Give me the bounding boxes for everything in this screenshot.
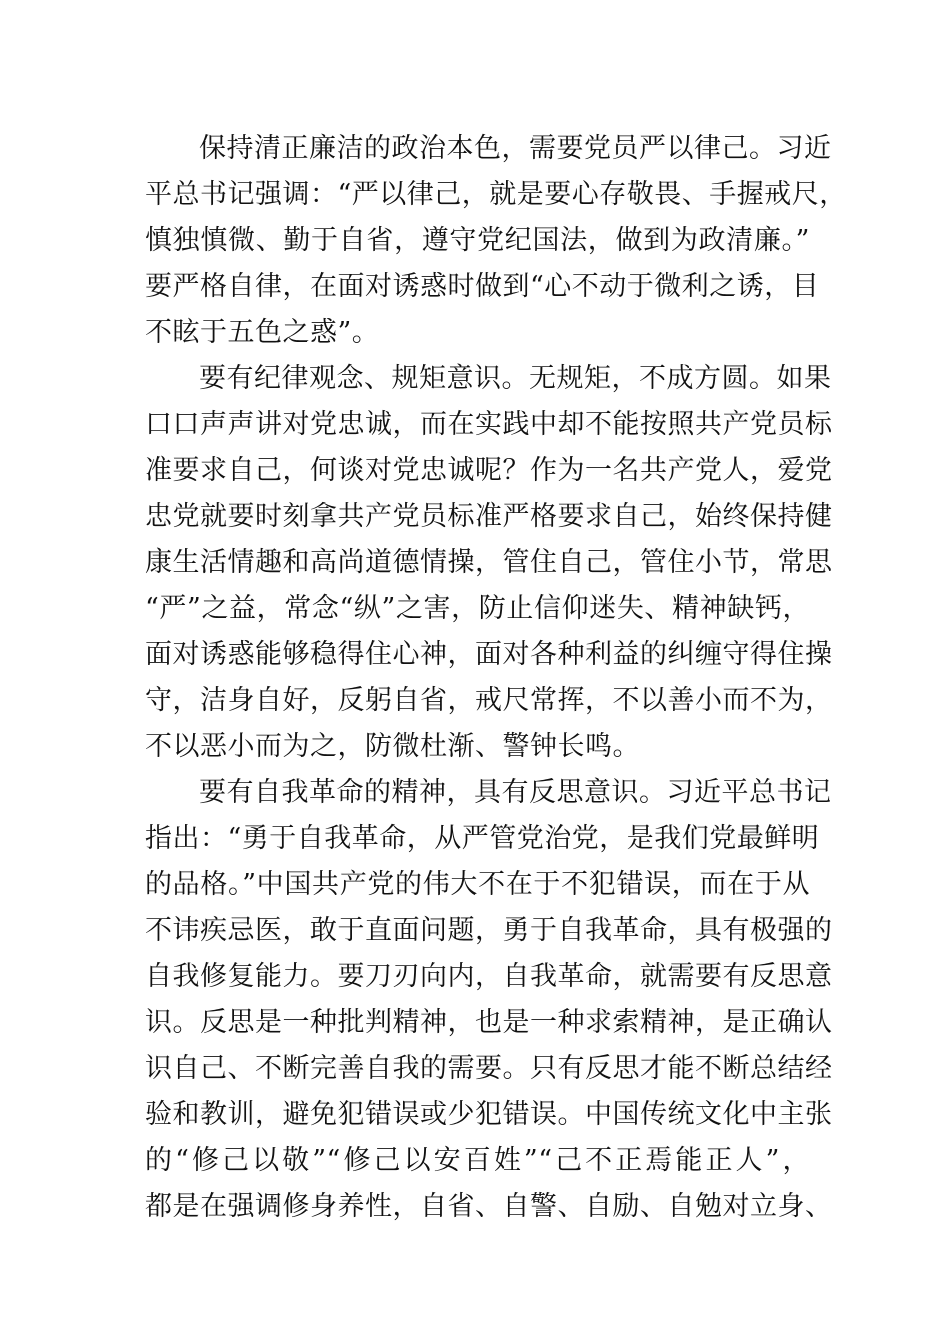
paragraph-line: 不眩于五色之惑”。 [145, 317, 380, 348]
paragraph-line: 指出：“勇于自我革命，从严管党治党，是我们党最鲜明 [145, 823, 820, 854]
paragraph-line: 不以恶小而为之，防微杜渐、警钟长鸣。 [145, 731, 640, 762]
paragraph-line: 保持清正廉洁的政治本色，需要党员严以律己。习近 [199, 133, 832, 164]
paragraph-line: 都是在强调修身养性，自省、自警、自励、自勉对立身、 [145, 1191, 833, 1222]
paragraph-line: 面对诱惑能够稳得住心神，面对各种利益的纠缠守得住操 [145, 639, 833, 670]
paragraph-line: 康生活情趣和高尚道德情操，管住自己，管住小节，常思 [145, 547, 833, 578]
paragraph-1 [145, 126, 847, 356]
paragraph-line: 准要求自己，何谈对党忠诚呢？作为一名共产党人，爱党 [145, 455, 833, 486]
paragraph-2 [145, 356, 833, 770]
paragraph-line: 识自己、不断完善自我的需要。只有反思才能不断总结经 [145, 1053, 833, 1084]
paragraph-line: 要有自我革命的精神，具有反思意识。习近平总书记 [199, 777, 832, 808]
paragraph-line: “严”之益，常念“纵”之害，防止信仰迷失、精神缺钙， [145, 593, 810, 624]
paragraph-line: 不讳疾忌医，敢于直面问题，勇于自我革命，具有极强的 [145, 915, 833, 946]
paragraph-line: 平总书记强调：“严以律己，就是要心存敬畏、手握戒尺， [145, 179, 847, 210]
paragraph-3 [145, 770, 833, 1230]
paragraph-line: 慎独慎微、勤于自省，遵守党纪国法，做到为政清廉。” [145, 225, 810, 256]
paragraph-line: 口口声声讲对党忠诚，而在实践中却不能按照共产党员标 [145, 409, 833, 440]
paragraph-line: 要严格自律，在面对诱惑时做到“心不动于微利之诱，目 [145, 271, 820, 302]
document-body [145, 126, 847, 1230]
paragraph-line: 忠党就要时刻拿共产党员标准严格要求自己，始终保持健 [145, 501, 833, 532]
paragraph-line: 守，洁身自好，反躬自省，戒尺常挥，不以善小而不为， [145, 685, 833, 716]
paragraph-line: 的品格。”中国共产党的伟大不在于不犯错误，而在于从 [145, 869, 810, 900]
paragraph-line: 要有纪律观念、规矩意识。无规矩，不成方圆。如果 [199, 363, 832, 394]
paragraph-line: 识。反思是一种批判精神，也是一种求索精神，是正确认 [145, 1007, 833, 1038]
paragraph-line: 自我修复能力。要刀刃向内，自我革命，就需要有反思意 [145, 961, 833, 992]
paragraph-line: 验和教训，避免犯错误或少犯错误。中国传统文化中主张 [145, 1099, 833, 1130]
paragraph-line: 的“修己以敬”“修己以安百姓”“己不正焉能正人”， [145, 1145, 810, 1176]
